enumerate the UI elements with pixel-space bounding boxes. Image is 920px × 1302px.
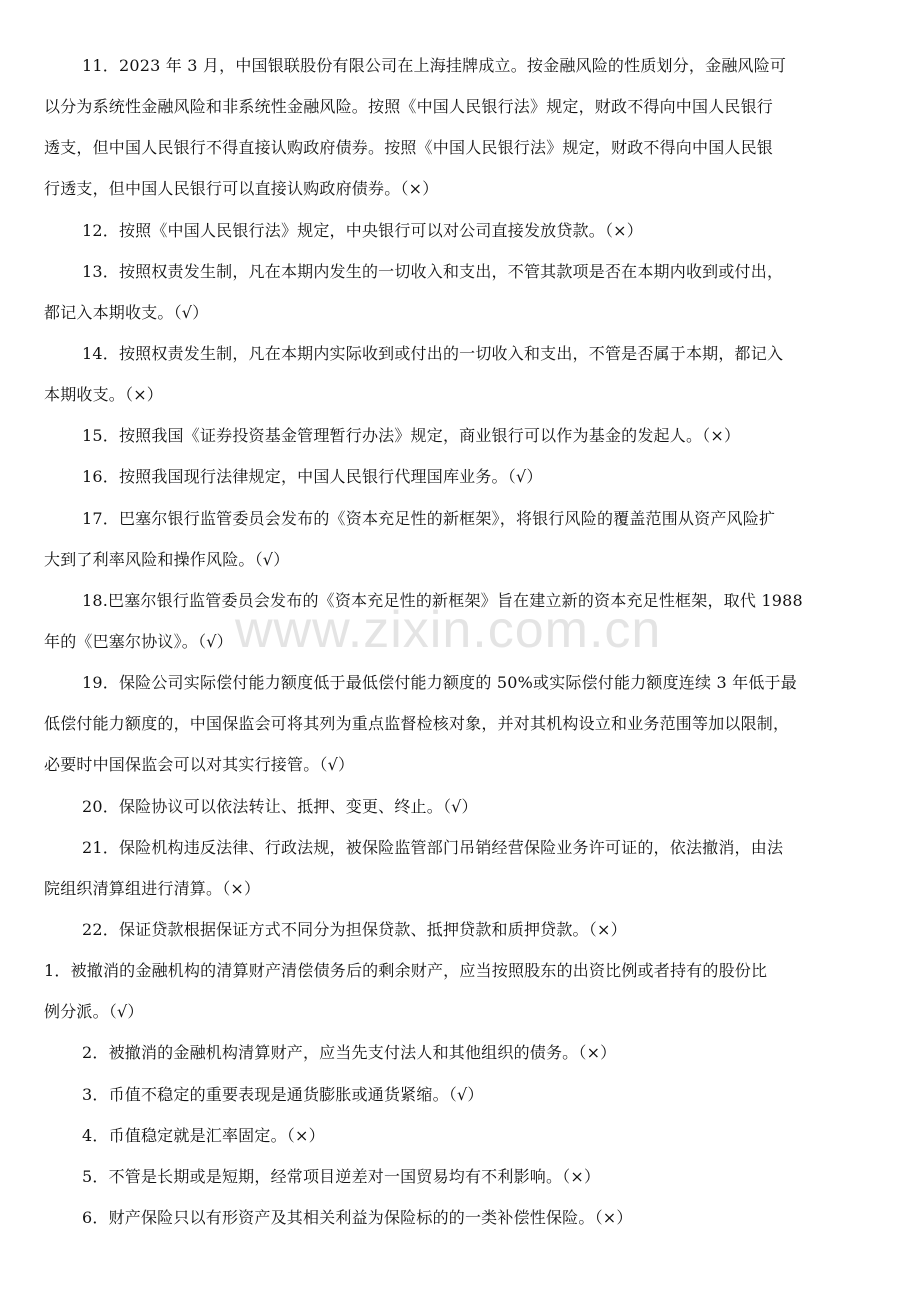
question-paragraph [44, 580, 880, 662]
text-line: 14．按照权责发生制，凡在本期内实际收到或付出的一切收入和支出，不管是否属于本期，都记入 [82, 343, 784, 363]
text-line: 行透支，但中国人民银行可以直接认购政府债券。（×） [44, 179, 439, 199]
text-line: 4．币值稳定就是汇率固定。（×） [82, 1125, 325, 1145]
question-paragraph [44, 498, 880, 580]
text-line: 院组织清算组进行清算。（×） [44, 878, 261, 898]
text-line: 都记入本期收支。（√） [44, 302, 209, 322]
question-paragraph [44, 827, 880, 909]
text-line: 例分派。（√） [44, 1002, 144, 1022]
text-line: 透支，但中国人民银行不得直接认购政府债券。按照《中国人民银行法》规定，财政不得向中国人民银 [44, 138, 774, 158]
question-paragraph [44, 415, 880, 456]
text-line: 必要时中国保监会可以对其实行接管。（√） [44, 755, 355, 775]
question-paragraph [44, 1156, 880, 1197]
question-paragraph [44, 1074, 880, 1115]
document-body [44, 45, 880, 1238]
text-line: 20．保险协议可以依法转让、抵押、变更、终止。（√） [82, 796, 478, 816]
watermark: www.zixin.com.cn [235, 601, 662, 659]
text-line: 21．保险机构违反法律、行政法规，被保险监管部门吊销经营保险业务许可证的，依法撤消，由法 [82, 837, 784, 857]
text-line: 低偿付能力额度的，中国保监会可将其列为重点监督检核对象，并对其机构设立和业务范围等加以限制， [44, 714, 790, 734]
text-line: 以分为系统性金融风险和非系统性金融风险。按照《中国人民银行法》规定，财政不得向中国人民银行 [44, 97, 774, 117]
question-paragraph [44, 1197, 880, 1238]
question-paragraph [44, 786, 880, 827]
text-line: 19．保险公司实际偿付能力额度低于最低偿付能力额度的 50%或实际偿付能力额度连续 3 年低于最 [82, 673, 797, 693]
question-paragraph [44, 1032, 880, 1073]
text-line: 15．按照我国《证券投资基金管理暂行办法》规定，商业银行可以作为基金的发起人。（×） [82, 426, 741, 446]
text-line: 18.巴塞尔银行监管委员会发布的《资本充足性的新框架》旨在建立新的资本充足性框架，取代 1988 [82, 590, 803, 610]
text-line: 2．被撤消的金融机构清算财产，应当先支付法人和其他组织的债务。（×） [82, 1043, 617, 1063]
text-line: 3．币值不稳定的重要表现是通货膨胀或通货紧缩。（√） [82, 1084, 484, 1104]
question-paragraph [44, 1115, 880, 1156]
question-paragraph [44, 251, 880, 333]
text-line: 6．财产保险只以有形资产及其相关利益为保险标的的一类补偿性保险。（×） [82, 1207, 633, 1227]
question-paragraph [44, 45, 880, 210]
question-paragraph [44, 456, 880, 497]
text-line: 12．按照《中国人民银行法》规定，中央银行可以对公司直接发放贷款。（×） [82, 220, 643, 240]
text-line: 大到了利率风险和操作风险。（√） [44, 549, 290, 569]
question-paragraph [44, 210, 880, 251]
text-line: 11．2023 年 3 月，中国银联股份有限公司在上海挂牌成立。按金融风险的性质划分，金融风险可 [82, 56, 787, 75]
text-line: 年的《巴塞尔协议》。（√） [44, 631, 233, 651]
text-line: 16．按照我国现行法律规定，中国人民银行代理国库业务。（√） [82, 467, 543, 487]
text-line: 1．被撤消的金融机构的清算财产清偿债务后的剩余财产，应当按照股东的出资比例或者持有的股份比 [44, 961, 768, 981]
text-line: 22．保证贷款根据保证方式不同分为担保贷款、抵押贷款和质押贷款。（×） [82, 919, 627, 939]
question-paragraph [44, 909, 880, 950]
text-line: 5．不管是长期或是短期，经常项目逆差对一国贸易均有不利影响。（×） [82, 1166, 601, 1186]
text-line: 17．巴塞尔银行监管委员会发布的《资本充足性的新框架》，将银行风险的覆盖范围从资产风险扩 [82, 508, 776, 528]
text-line: 本期收支。（×） [44, 385, 164, 405]
text-line: 13．按照权责发生制，凡在本期内发生的一切收入和支出，不管其款项是否在本期内收到或付出， [82, 261, 784, 281]
question-paragraph [44, 950, 880, 1032]
question-paragraph [44, 662, 880, 785]
question-paragraph [44, 333, 880, 415]
